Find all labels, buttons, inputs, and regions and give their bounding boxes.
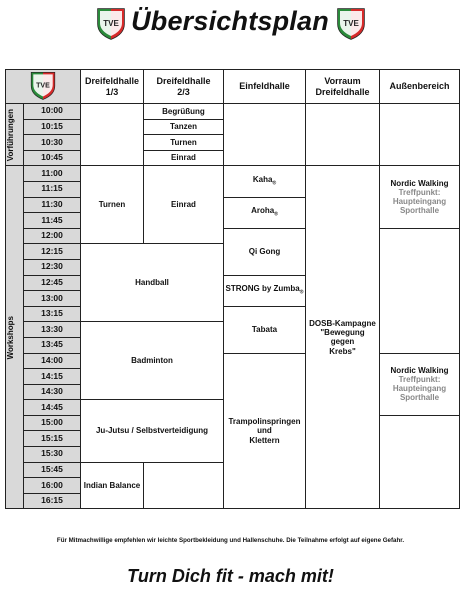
section-label-workshops: Workshops — [6, 166, 24, 509]
time-cell: 11:00 — [24, 166, 81, 182]
demo-item: Begrüßung — [144, 104, 224, 120]
time-cell: 13:00 — [24, 291, 81, 307]
empty-cell — [380, 415, 460, 509]
demo-item: Turnen — [144, 135, 224, 151]
time-cell: 13:30 — [24, 322, 81, 338]
workshop-qigong: Qi Gong — [224, 228, 306, 275]
time-cell: 12:30 — [24, 259, 81, 275]
nordic-walking-2: Nordic Walking Treffpunkt: Haupteingang Sporthalle — [380, 353, 460, 415]
workshop-aroha: Aroha$_®$ — [224, 197, 306, 228]
slogan: Turn Dich fit - mach mit! — [127, 566, 334, 586]
dosb-campaign: DOSB-Kampagne "Bewegung gegen Krebs" — [306, 166, 380, 509]
time-cell: 10:30 — [24, 135, 81, 151]
workshop-tabata: Tabata — [224, 306, 306, 353]
column-header: Einfeldhalle — [224, 70, 306, 104]
time-cell: 14:45 — [24, 400, 81, 416]
time-cell: 16:15 — [24, 493, 81, 509]
column-header: Außenbereich — [380, 70, 460, 104]
time-cell: 10:00 — [24, 104, 81, 120]
time-cell: 15:15 — [24, 431, 81, 447]
club-crest-icon — [335, 6, 367, 40]
workshop-indian-balance: Indian Balance — [81, 462, 144, 509]
schedule-table — [5, 69, 460, 509]
empty-cell — [81, 104, 144, 166]
time-cell: 14:30 — [24, 384, 81, 400]
workshop-kaha: Kaha$_®$ — [224, 166, 306, 197]
workshop-handball: Handball — [81, 244, 224, 322]
time-cell: 16:00 — [24, 478, 81, 494]
empty-cell — [306, 104, 380, 166]
time-cell: 12:00 — [24, 228, 81, 244]
workshop-badminton: Badminton — [81, 322, 224, 400]
time-cell: 13:45 — [24, 337, 81, 353]
time-cell: 15:30 — [24, 447, 81, 463]
time-cell: 11:45 — [24, 213, 81, 229]
page-title: Übersichtsplan — [131, 6, 329, 36]
time-cell: 11:15 — [24, 181, 81, 197]
column-header: Vorraum Dreifeldhalle — [306, 70, 380, 104]
workshop-einrad: Einrad — [144, 166, 224, 244]
club-crest-icon — [26, 70, 60, 100]
time-cell: 15:00 — [24, 415, 81, 431]
empty-cell — [380, 104, 460, 166]
crest-lettering: TVE — [343, 19, 359, 28]
demo-item: Einrad — [144, 150, 224, 166]
workshop-turnen: Turnen — [81, 166, 144, 244]
demo-item: Tanzen — [144, 119, 224, 135]
column-header: Dreifeldhalle 2/3 — [144, 70, 224, 104]
section-label-vorfuehrungen: Vorführungen — [6, 104, 24, 166]
crest-lettering: TVE — [103, 19, 119, 28]
crest-lettering: TVE — [36, 82, 50, 90]
time-cell: 14:15 — [24, 369, 81, 385]
time-cell: 11:30 — [24, 197, 81, 213]
time-cell: 10:45 — [24, 150, 81, 166]
empty-cell — [144, 462, 224, 509]
header — [0, 0, 461, 50]
time-cell: 12:15 — [24, 244, 81, 260]
workshop-strong: STRONG by Zumba$_®$ — [224, 275, 306, 306]
nordic-walking-1: Nordic Walking Treffpunkt: Haupteingang Sporthalle — [380, 166, 460, 228]
club-crest-icon — [95, 6, 127, 40]
time-cell: 15:45 — [24, 462, 81, 478]
time-cell: 10:15 — [24, 119, 81, 135]
workshop-trampolin: Trampolinspringen und Klettern — [224, 353, 306, 509]
footnote: Für Mitmachwillige empfehlen wir leichte Sportbekleidung und Hallenschuhe. Die Teilnahme erfolgt auf eigene Gefahr. — [56, 537, 405, 544]
time-cell: 12:45 — [24, 275, 81, 291]
workshop-jujutsu: Ju-Jutsu / Selbstverteidigung — [81, 400, 224, 462]
table-corner-logo — [6, 70, 81, 104]
empty-cell — [380, 228, 460, 353]
empty-cell — [224, 104, 306, 166]
time-cell: 13:15 — [24, 306, 81, 322]
time-cell: 14:00 — [24, 353, 81, 369]
column-header: Dreifeldhalle 1/3 — [81, 70, 144, 104]
